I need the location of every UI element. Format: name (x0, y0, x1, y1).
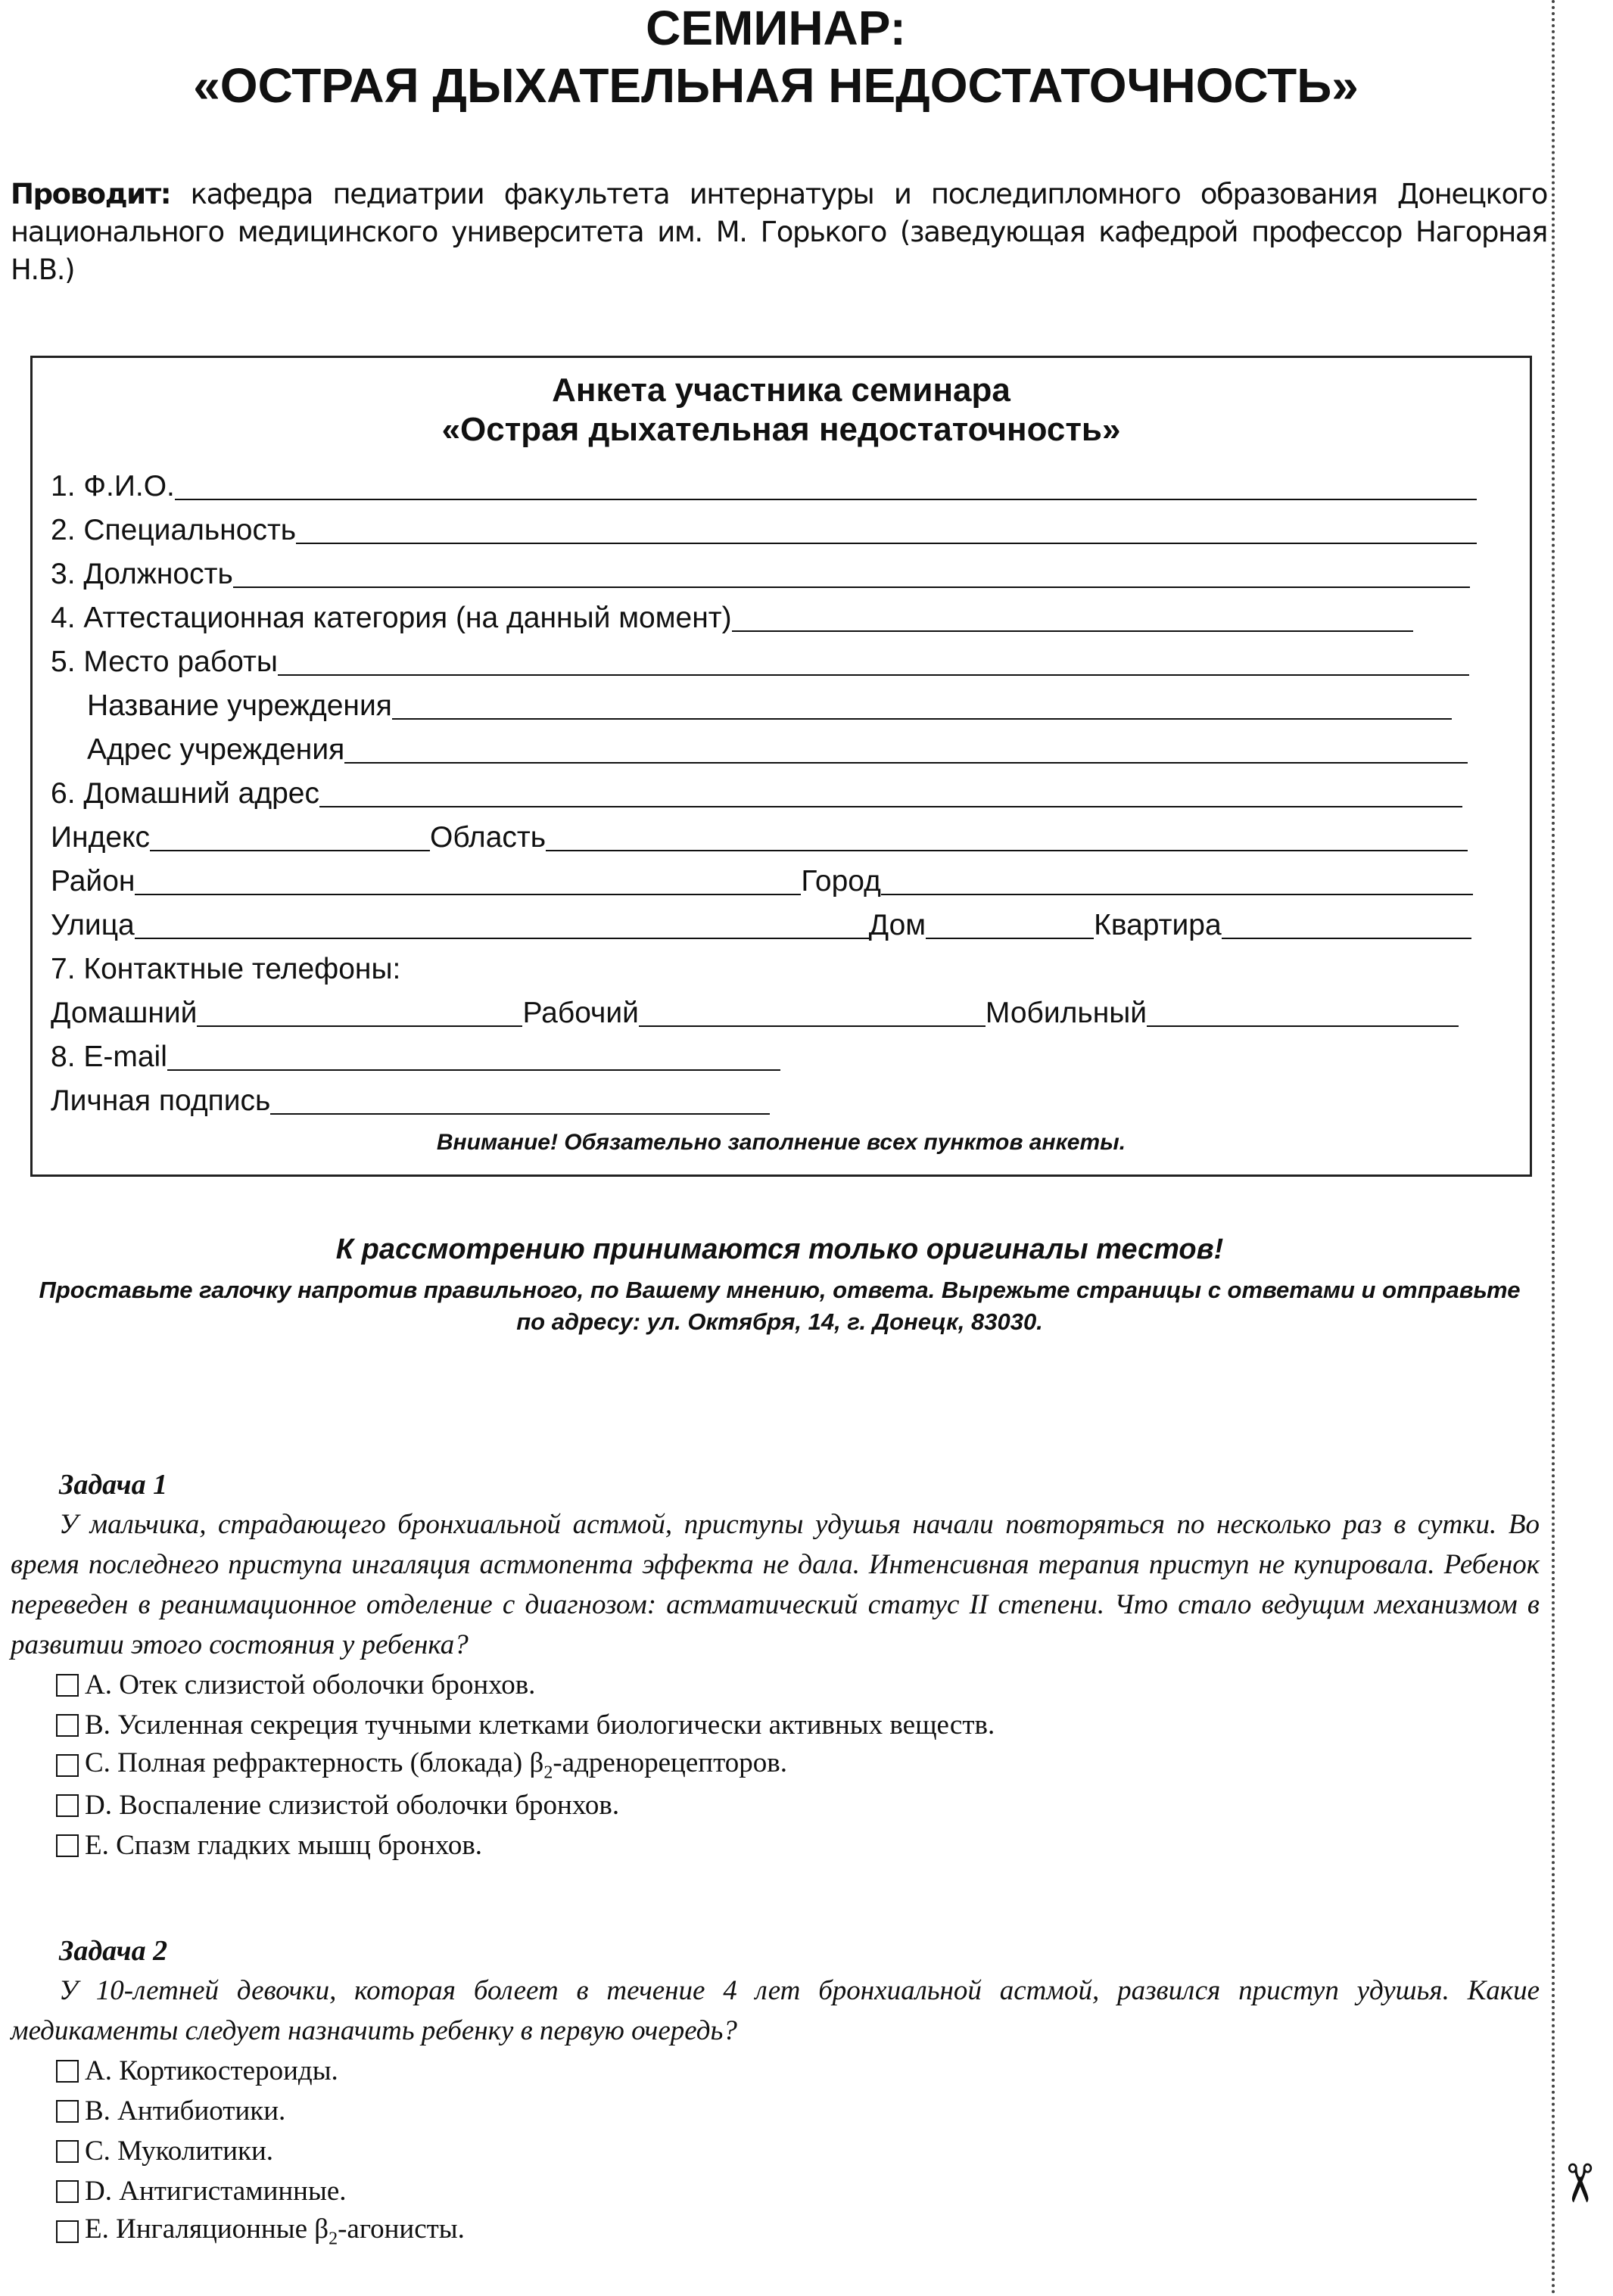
position-row (51, 549, 1519, 593)
institution-name-row (87, 680, 1525, 724)
notice-sub-line2: по адресу: ул. Октября, 14, г. Донецк, 83030. (516, 1308, 1043, 1335)
answer-option-e[interactable] (56, 1825, 1540, 1865)
checkbox[interactable] (56, 2180, 79, 2203)
street-label: Улица (51, 909, 135, 941)
cut-line (1552, 0, 1555, 2296)
task-2 (11, 1931, 1540, 2251)
signature-field[interactable] (270, 1113, 770, 1115)
task-question: У мальчика, страдающего бронхиальной астмой, приступы удушья начали повторяться по несколько раз в сутки. Во время последнего приступа ингаляция астмопента эффекта не дала. Интенсивная терапия приступ не купировала. Ребенок переведен в реанимационное отделение с диагнозом: астматический статус II степени. Что стало ведущим механизмом в развитии этого состояния у ребенка? (11, 1509, 1540, 1660)
task-1 (11, 1465, 1540, 1865)
answer-option-b[interactable] (56, 2091, 1540, 2131)
institution-name-field[interactable] (392, 718, 1452, 720)
notice-sub-line1: Проставьте галочку напротив правильного, по Вашему мнению, ответа. Вырежьте страницы с ответами и отправьте (39, 1277, 1521, 1303)
city-label: Город (801, 865, 881, 898)
answer-option-e[interactable] (56, 2211, 1540, 2251)
fio-field[interactable] (175, 499, 1477, 500)
checkbox[interactable] (56, 1754, 79, 1777)
checkbox[interactable] (56, 2140, 79, 2163)
checkbox[interactable] (56, 1794, 79, 1817)
home-phone-label: Домашний (51, 997, 198, 1029)
answer-label: D. Воспаление слизистой оболочки бронхов. (85, 1790, 620, 1821)
home-address-field[interactable] (319, 806, 1462, 807)
home-address-label: 6. Домашний адрес (51, 777, 319, 810)
form-title-line1: Анкета участника семинара (552, 372, 1010, 409)
specialty-field[interactable] (296, 543, 1477, 544)
home-address-row (51, 768, 1519, 812)
checkbox[interactable] (56, 2220, 79, 2243)
answer-label: A. Отек слизистой оболочки бронхов. (85, 1669, 536, 1700)
work-phone-label: Рабочий (522, 997, 639, 1029)
notice-sub (8, 1274, 1552, 1338)
answer-label: C. Муколитики. (85, 2136, 274, 2167)
apartment-label: Квартира (1094, 909, 1222, 941)
phones-label: 7. Контактные телефоны: (51, 953, 401, 985)
phones-row (51, 944, 1519, 988)
position-field[interactable] (233, 586, 1470, 588)
region-label: Область (430, 821, 546, 854)
fio-row (51, 461, 1519, 505)
form-title-line2: «Острая дыхательная недостаточность» (441, 411, 1121, 448)
workplace-label: 5. Место работы (51, 646, 278, 678)
email-label: 8. E-mail (51, 1041, 167, 1073)
work-phone-field[interactable] (639, 1025, 986, 1027)
answer-option-a[interactable] (56, 1665, 1540, 1705)
checkbox[interactable] (56, 1674, 79, 1697)
mobile-phone-label: Мобильный (985, 997, 1147, 1029)
answer-label: E. Ингаляционные $\beta_2$-агонисты. (85, 2214, 465, 2249)
answer-label: A. Кортикостероиды. (85, 2055, 338, 2086)
answer-option-c[interactable] (56, 1745, 1540, 1785)
signature-row (51, 1075, 959, 1119)
email-row (51, 1031, 959, 1075)
task-title: Задача 2 (59, 1935, 168, 1967)
signature-label: Личная подпись (51, 1084, 271, 1117)
institution-address-row (87, 724, 1525, 768)
answer-option-c[interactable] (56, 2131, 1540, 2171)
fio-label: 1. Ф.И.О. (51, 470, 175, 502)
answer-option-a[interactable] (56, 2051, 1540, 2091)
scissors-icon: ✂ (1548, 2161, 1610, 2206)
conducts-paragraph (11, 176, 1547, 289)
answer-option-b[interactable] (56, 1705, 1540, 1745)
answer-options (11, 2051, 1540, 2251)
answer-label: B. Усиленная секреция тучными клетками биологически активных веществ. (85, 1710, 995, 1741)
task-title: Задача 1 (59, 1469, 168, 1501)
district-city-row (51, 856, 1519, 900)
participant-form (30, 356, 1532, 1177)
mobile-phone-field[interactable] (1147, 1025, 1459, 1027)
index-label: Индекс (51, 821, 151, 854)
district-field[interactable] (135, 894, 801, 895)
region-field[interactable] (546, 850, 1468, 851)
page-title-line1: СЕМИНАР: (646, 1, 906, 55)
institution-address-field[interactable] (344, 762, 1468, 764)
task-question: У 10-летней девочки, которая болеет в течение 4 лет бронхиальной астмой, развился приступ удушья. Какие медикаменты следует назначить ребенку в первую очередь? (11, 1975, 1540, 2046)
specialty-label: 2. Специальность (51, 514, 297, 546)
answer-label: C. Полная рефрактерность (блокада) $\beta_2$-адренорецепторов. (85, 1747, 787, 1783)
category-row (51, 593, 1519, 636)
city-field[interactable] (881, 894, 1473, 895)
email-field[interactable] (167, 1069, 780, 1071)
home-phone-field[interactable] (197, 1025, 522, 1027)
checkbox[interactable] (56, 2100, 79, 2123)
index-region-row (51, 812, 1519, 856)
workplace-row (51, 636, 1519, 680)
workplace-field[interactable] (278, 674, 1469, 676)
category-label: 4. Аттестационная категория (на данный момент) (51, 602, 732, 634)
conducts-label: Проводит: (11, 178, 171, 210)
answer-label: E. Спазм гладких мышц бронхов. (85, 1830, 483, 1861)
institution-address-label: Адрес учреждения (87, 733, 345, 766)
answer-label: D. Антигистаминные. (85, 2176, 347, 2207)
form-warning: Внимание! Обязательно заполнение всех пунктов анкеты. (436, 1130, 1126, 1155)
index-field[interactable] (150, 850, 430, 851)
answer-option-d[interactable] (56, 1785, 1540, 1825)
conducts-text: кафедра педиатрии факультета интернатуры и последипломного образования Донецкого национального медицинского университета им. М. Горького (заведующая кафедрой профессор Нагорная Н.В.) (11, 178, 1547, 286)
checkbox[interactable] (56, 1834, 79, 1857)
street-field[interactable] (135, 938, 869, 939)
position-label: 3. Должность (51, 558, 233, 590)
house-field[interactable] (926, 938, 1094, 939)
checkbox[interactable] (56, 2060, 79, 2083)
category-field[interactable] (732, 630, 1413, 632)
street-row (51, 900, 1527, 944)
answer-label: B. Антибиотики. (85, 2095, 286, 2126)
house-label: Дом (868, 909, 926, 941)
checkbox[interactable] (56, 1714, 79, 1737)
answer-option-d[interactable] (56, 2171, 1540, 2211)
institution-name-label: Название учреждения (87, 689, 392, 722)
district-label: Район (51, 865, 135, 898)
notice-main: К рассмотрению принимаются только оригиналы тестов! (335, 1234, 1224, 1265)
specialty-row (51, 505, 1519, 549)
phone-numbers-row (51, 988, 1527, 1031)
answer-options (11, 1665, 1540, 1865)
page-title-line2: «ОСТРАЯ ДЫХАТЕЛЬНАЯ НЕДОСТАТОЧНОСТЬ» (193, 58, 1359, 113)
apartment-field[interactable] (1222, 938, 1471, 939)
